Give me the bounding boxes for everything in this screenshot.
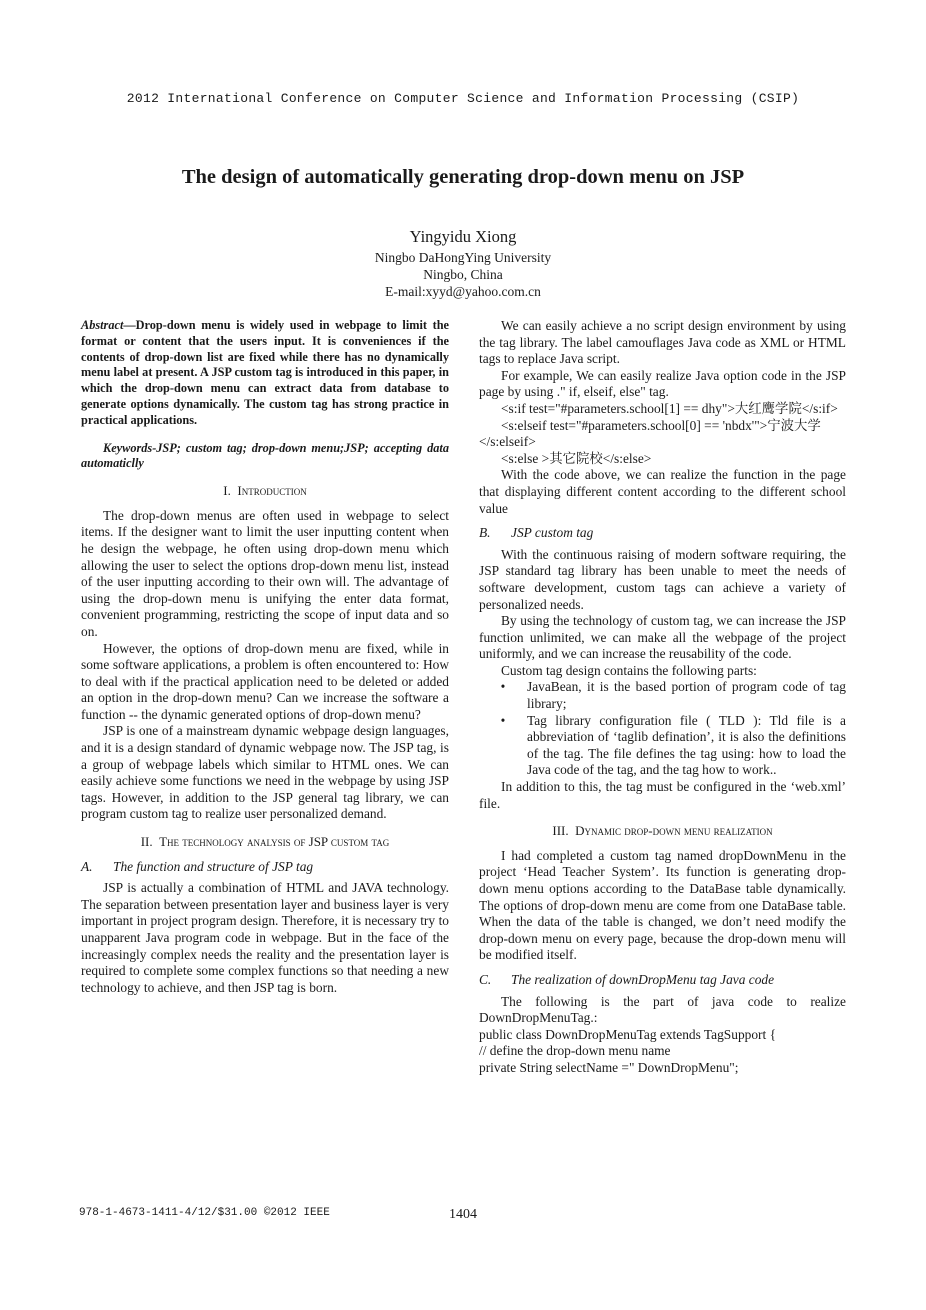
code-line: <s:if test="#parameters.school[1] == dhy">大红鹰学院</s:if>: [501, 400, 838, 416]
affiliation: Ningbo DaHongYing University: [374, 250, 552, 265]
subsection-number: A.: [81, 858, 93, 874]
section-heading-introduction: [81, 483, 449, 500]
paragraph: In addition to this, the tag must be configured in the ‘web.xml’ file.: [479, 779, 846, 811]
section-title: Introduction: [237, 483, 307, 499]
section-number: III.: [552, 823, 569, 839]
subsection-title: The function and structure of JSP tag: [113, 858, 314, 874]
subsection-title: The realization of downDropMenu tag Java code: [511, 971, 775, 987]
paragraph: For example, We can easily realize Java option code in the JSP page by using ." if, elseif, else" tag.: [479, 367, 846, 400]
section-title: The technology analysis of JSP custom tag: [159, 834, 390, 850]
subsection-title: JSP custom tag: [511, 525, 594, 541]
author-affiliation-block: [0, 249, 926, 300]
subsection-heading-b: [479, 525, 846, 542]
paragraph: The drop-down menus are often used in webpage to select items. If the designer want to limit the user inputting content when he design the webpage, he often using drop-down menu which allowing the user to select the options drop-down menu list, instead of the user inputting according to their own will. The advantage of using the drop-down menu is unifying the enter data format, convenient programming, restricting the scope of input data and so on.: [81, 507, 449, 639]
location: Ningbo, China: [423, 267, 503, 282]
section-number: II.: [140, 834, 153, 850]
code-line: <s:elseif test="#parameters.school[0] == 'nbdx'">宁波大学</s:elseif>: [479, 417, 821, 450]
paragraph: By using the technology of custom tag, we can increase the JSP function unlimited, we can make all the webpage of the project uniformly, and we can increase the reusability of the code.: [479, 613, 846, 662]
bullet-text: Tag library configuration file ( TLD ): Tld file is a abbreviation of ‘taglib defination’, it is also the definitions of the tag. The file defines the tag using: how to load the Java code of the tag, and the tag how to work..: [527, 712, 846, 778]
code-line: // define the drop-down menu name: [479, 1043, 671, 1059]
code-line: public class DownDropMenuTag extends TagSupport {: [479, 1026, 776, 1042]
subsection-heading-c: [479, 972, 846, 989]
paragraph: With the code above, we can realize the function in the page that displaying different content according to the different school value: [479, 467, 846, 516]
subsection-number: C.: [479, 971, 492, 987]
bullet-text: JavaBean, it is the based portion of program code of tag library;: [527, 679, 846, 712]
left-column: [81, 318, 449, 996]
section-heading-realization: [479, 823, 846, 840]
abstract-text: —Drop-down menu is widely used in webpage to limit the format or content that the users input. It is conveniences if the contents of drop-down list are fixed while there has no dynamically menu label at present. A JSP custom tag is introduced in this paper, in which the drop-down menu can extract data from database to generate options dynamically. The custom tag has strong practice in practical applications.: [81, 318, 449, 427]
email: E-mail:xyyd@yahoo.com.cn: [385, 284, 541, 299]
bullet-item: [479, 713, 846, 779]
keywords: Keywords-JSP; custom tag; drop-down menu;JSP; accepting data automaticlly: [81, 440, 449, 471]
right-column: [479, 318, 846, 1077]
paragraph: The following is the part of java code to realize DownDropMenuTag.:: [479, 993, 846, 1026]
section-title: Dynamic drop-down menu realization: [575, 823, 773, 839]
section-heading-technology: [81, 834, 449, 851]
paper-title: The design of automatically generating drop-down menu on JSP: [181, 166, 745, 188]
page-number: 1404: [449, 1207, 477, 1222]
paragraph: However, the options of drop-down menu are fixed, while in some software applications, a problem is often encountered to: How to deal with if the practical application need to be deleted or added an option in the drop-down menu? Can we increase the software a function -- the dynamic generated options of drop-down menu?: [81, 640, 449, 722]
paragraph: JSP is actually a combination of HTML and JAVA technology. The separation between presentation layer and business layer is very important in project program design. Therefore, it is necessary try to unapparent Java program code in webpage. But in the face of the increasingly complex needs the reality and the presentation layer is required to complete some complex functions so that needing a new technology to achieve, and then JSP tag is born.: [81, 880, 449, 995]
section-number: I.: [223, 483, 231, 499]
paragraph: With the continuous raising of modern software requiring, the JSP standard tag library has been unable to meet the needs of software development, custom tags can achieve a variety of personalized needs.: [479, 546, 846, 612]
bullet-icon: •: [500, 712, 506, 728]
code-line: private String selectName =" DownDropMenu";: [479, 1059, 739, 1075]
paragraph: JSP is one of a mainstream dynamic webpage design languages, and it is a design standard of dynamic webpage now. The JSP tag, is a group of webpage labels which similar to HTML ones. We can easily achieve some functions we need in the webpage by using JSP tags. However, in addition to the JSP general tag library, we can program custom tag to realize user personalized demand.: [81, 723, 449, 822]
subsection-number: B.: [479, 525, 491, 541]
paragraph: Custom tag design contains the following parts:: [501, 662, 757, 678]
abstract-label: Abstract: [81, 318, 124, 332]
bullet-icon: •: [500, 679, 506, 695]
bullet-item: [479, 679, 846, 712]
paragraph: We can easily achieve a no script design environment by using the tag library. The label camouflages Java code as XML or HTML tags to replace Java script.: [479, 318, 846, 367]
abstract: [81, 318, 449, 429]
code-line: <s:else >其它院校</s:else>: [501, 450, 652, 466]
footer-identifier: 978-1-4673-1411-4/12/$31.00 ©2012 IEEE: [79, 1207, 330, 1219]
paragraph: I had completed a custom tag named dropDownMenu in the project ‘Head Teacher System’. Its function is generating drop-down menu options according to the DataBase table dynamically. The options of drop-down menu are come from one DataBase table. When the data of the table is changed, we don’t need modify the drop-down menu on every page, because the drop-down menu will be modified itself.: [479, 847, 846, 963]
conference-header: 2012 International Conference on Computer Science and Information Processing (CSIP): [126, 91, 800, 106]
author-name: Yingyidu Xiong: [409, 227, 517, 246]
subsection-heading-a: [81, 859, 449, 876]
